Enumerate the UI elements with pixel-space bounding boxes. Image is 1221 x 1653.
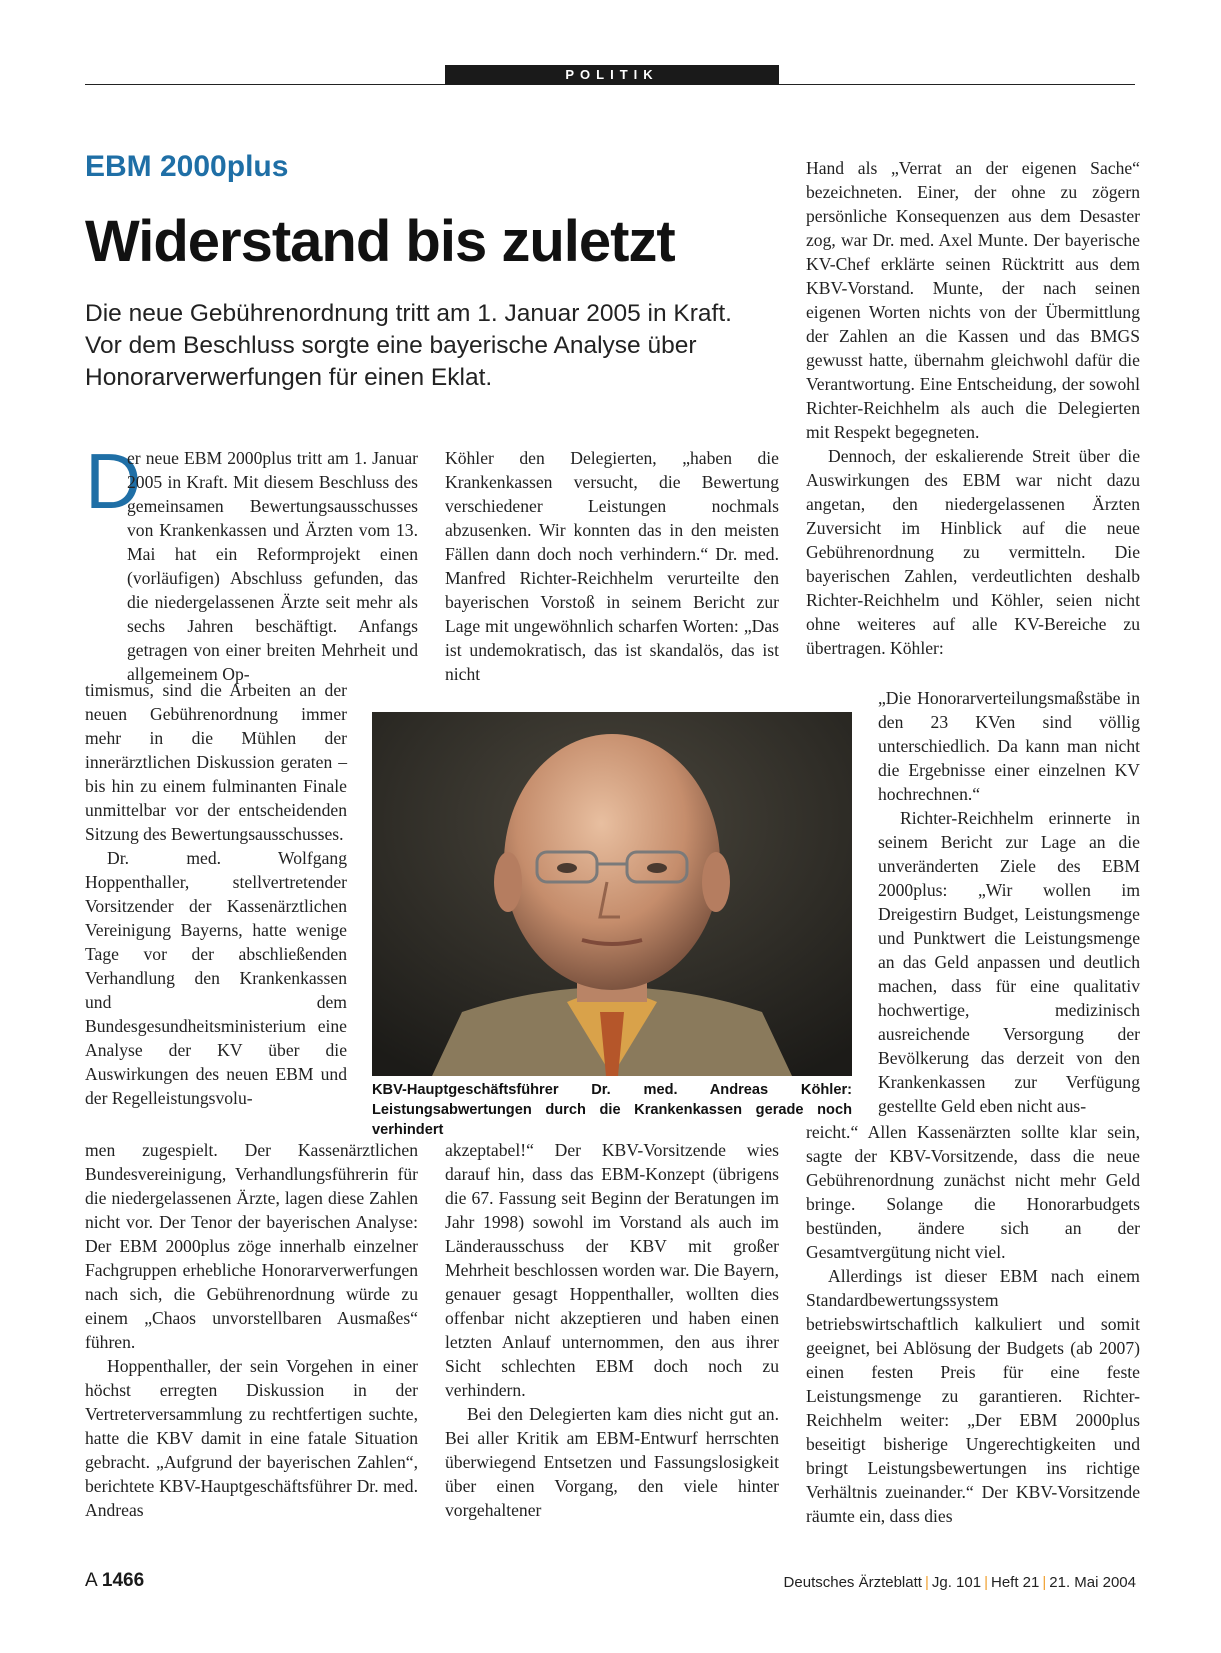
- journal-date: 21. Mai 2004: [1049, 1574, 1136, 1591]
- paragraph: timismus, sind die Arbeiten an der neuen Gebührenordnung immer mehr in die Mühlen der innerärztlichen Diskussion geraten – bis hin zu einem fulminanten Finale unmittelbar vor der entscheidenden Sitzung des Bewertungsausschusses.: [85, 680, 347, 844]
- paragraph: men zugespielt. Der Kassenärztlichen Bundesvereinigung, Verhandlungsführerin für die niedergelassenen Ärzte, lagen diese Zahlen nicht vor. Der Tenor der bayerischen Analyse: Der EBM 2000plus zöge innerhalb einzelner Fachgruppen erhebliche Honorarverwerfungen nach sich, die Gebührenordnung würde zu einem „Chaos unvorstellbaren Ausmaßes“ führen.: [85, 1140, 418, 1352]
- drop-cap: D: [85, 437, 142, 525]
- section-label: POLITIK: [445, 65, 779, 85]
- portrait-photo: [372, 712, 852, 1076]
- journal-info: Deutsches Ärzteblatt | Jg. 101 | Heft 21 | 21. Mai 2004: [783, 1574, 1136, 1591]
- article-headline: Widerstand bis zuletzt: [85, 209, 675, 274]
- paragraph: Richter-Reichhelm erinnerte in seinem Bericht zur Lage an die unveränderten Ziele des EBM 2000plus: „Wir wollen im Dreigestirn Budget, Leistungsmenge und Punktwert die Leistungsmenge an das Geld anpassen und deutlich machen, dass für eine qualitativ hochwertige, medizinisch ausreichende Versorgung der Bevölkerung das derzeit von den Krankenkassen zur Verfügung gestellte Geld eben nicht aus-: [878, 808, 1140, 1116]
- paragraph: er neue EBM 2000plus tritt am 1. Januar 2005 in Kraft. Mit diesem Beschluss des gemeinsamen Bewertungsausschusses von Krankenkassen und Ärzten vom 13. Mai hat ein Reformprojekt einen (vorläufigen) Abschluss gefunden, das die niedergelassenen Ärzte seit mehr als sechs Jahren beschäftigt. Anfangs getragen von einer breiten Mehrheit und allgemeinem Op-: [127, 448, 418, 684]
- column-2-bottom: [445, 1138, 779, 1522]
- article-deck: Die neue Gebührenordnung tritt am 1. Januar 2005 in Kraft. Vor dem Beschluss sorgte eine bayerische Analyse über Honorarverwerfungen für einen Eklat.: [85, 300, 732, 391]
- column-1-top: [85, 437, 418, 686]
- column-3-bottom: [806, 1120, 1140, 1528]
- column-1-bottom: [85, 1138, 418, 1522]
- article-kicker: EBM 2000plus: [85, 150, 289, 183]
- journal-name: Deutsches Ärzteblatt: [783, 1574, 922, 1591]
- journal-volume: Jg. 101: [931, 1574, 982, 1591]
- paragraph: Dr. med. Wolfgang Hoppenthaller, stellvertretender Vorsitzender der Kassenärztlichen Vereinigung Bayerns, hatte wenige Tage vor der abschließenden Verhandlung den Krankenkassen und dem Bundesgesundheitsministerium eine Analyse der KV über die Auswirkungen des neuen EBM und der Regelleistungsvolu-: [85, 848, 347, 1108]
- paragraph: akzeptabel!“ Der KBV-Vorsitzende wies darauf hin, dass das EBM-Konzept (übrigens die 67. Fassung seit Beginn der Beratungen im Jahr 1998) sowohl im Vorstand als auch im Länderausschuss der KBV mit großer Mehrheit beschlossen worden war. Die Bayern, genauer gesagt Hoppenthaller, wollten dies offenbar nicht akzeptieren und haben einen letzten Anlauf unternommen, den aus ihrer Sicht schlechten EBM doch noch zu verhindern.: [445, 1140, 779, 1400]
- column-2-top: [445, 446, 779, 686]
- paragraph: reicht.“ Allen Kassenärzten sollte klar sein, sagte der KBV-Vorsitzende, dass die neue Gebührenordnung zunächst nicht mehr Geld bringe. Solange die Honorarbudgets bestünden, ändere sich an der Gesamtvergütung nicht viel.: [806, 1122, 1140, 1262]
- page-number-value: 1466: [101, 1570, 145, 1591]
- page-prefix: A: [85, 1570, 97, 1591]
- photo-caption: KBV-Hauptgeschäftsführer Dr. med. Andreas Köhler: Leistungsabwertungen durch die Krankenkassen gerade noch verhindert: [372, 1082, 852, 1138]
- paragraph: Hand als „Verrat an der eigenen Sache“ bezeichneten. Einer, der ohne zu zögern persönliche Konsequenzen aus dem Desaster zog, war Dr. med. Axel Munte. Der bayerische KV-Chef erklärte seinen Rücktritt aus dem KBV-Vorstand. Munte, der nach seinen eigenen Worten nichts von der Übermittlung der Zahlen an die Kassen und das BMGS gewusst hatte, übernahm gleichwohl dafür die Verantwortung. Eine Entscheidung, der sowohl Richter-Reichhelm als auch die Delegierten mit Respekt begegneten.: [806, 158, 1140, 442]
- paragraph: Köhler den Delegierten, „haben die Krankenkassen versucht, die Bewertung verschiedener Leistungen nochmals abzusenken. Wir konnten das in den meisten Fällen dann doch noch verhindern.“ Dr. med. Manfred Richter-Reichhelm verurteilte den bayerischen Vorstoß in seinem Bericht zur Lage mit ungewöhnlich scharfen Worten: „Das ist undemokratisch, das ist skandalös, das ist nicht: [445, 448, 779, 684]
- column-3-top: [806, 156, 1140, 660]
- paragraph: Allerdings ist dieser EBM nach einem Standardbewertungssystem betriebswirtschaftlich kalkuliert und somit geeignet, bei Ablösung der Budgets (ab 2007) einen festen Preis für eine feste Leistungsmenge zu garantieren. Richter-Reichhelm weiter: „Der EBM 2000plus beseitigt bisherige Ungerechtigkeiten und bringt Leistungsbewertungen ins richtige Verhältnis zueinander.“ Der KBV-Vorsitzende räumte ein, dass dies: [806, 1266, 1140, 1526]
- column-3-middle: [878, 686, 1140, 1118]
- portrait-illustration: [372, 712, 852, 1076]
- paragraph: Hoppenthaller, der sein Vorgehen in einer höchst erregten Diskussion in der Vertreterversammlung zu rechtfertigen suchte, hatte die KBV damit in eine fatale Situation gebracht. „Aufgrund der bayerischen Zahlen“, berichtete KBV-Hauptgeschäftsführer Dr. med. Andreas: [85, 1356, 418, 1520]
- column-1-middle: [85, 678, 347, 1110]
- page-number: [85, 1570, 144, 1592]
- paragraph: „Die Honorarverteilungsmaßstäbe in den 23 KVen sind völlig unterschiedlich. Da kann man nicht die Ergebnisse einer einzelnen KV hochrechnen.“: [878, 688, 1140, 804]
- paragraph: Dennoch, der eskalierende Streit über die Auswirkungen des EBM war nicht dazu angetan, den niedergelassenen Ärzten Zuversicht im Hinblick auf die neue Gebührenordnung zu vermitteln. Die bayerischen Zahlen, verdeutlichten deshalb Richter-Reichhelm und Köhler, seien nicht ohne weiteres auf alle KV-Bereiche zu übertragen. Köhler:: [806, 446, 1140, 658]
- paragraph: Bei den Delegierten kam dies nicht gut an. Bei aller Kritik am EBM-Entwurf herrschten überwiegend Entsetzen und Fassungslosigkeit über einen Vorgang, den viele hinter vorgehaltener: [445, 1404, 779, 1520]
- journal-issue: Heft 21: [990, 1574, 1040, 1591]
